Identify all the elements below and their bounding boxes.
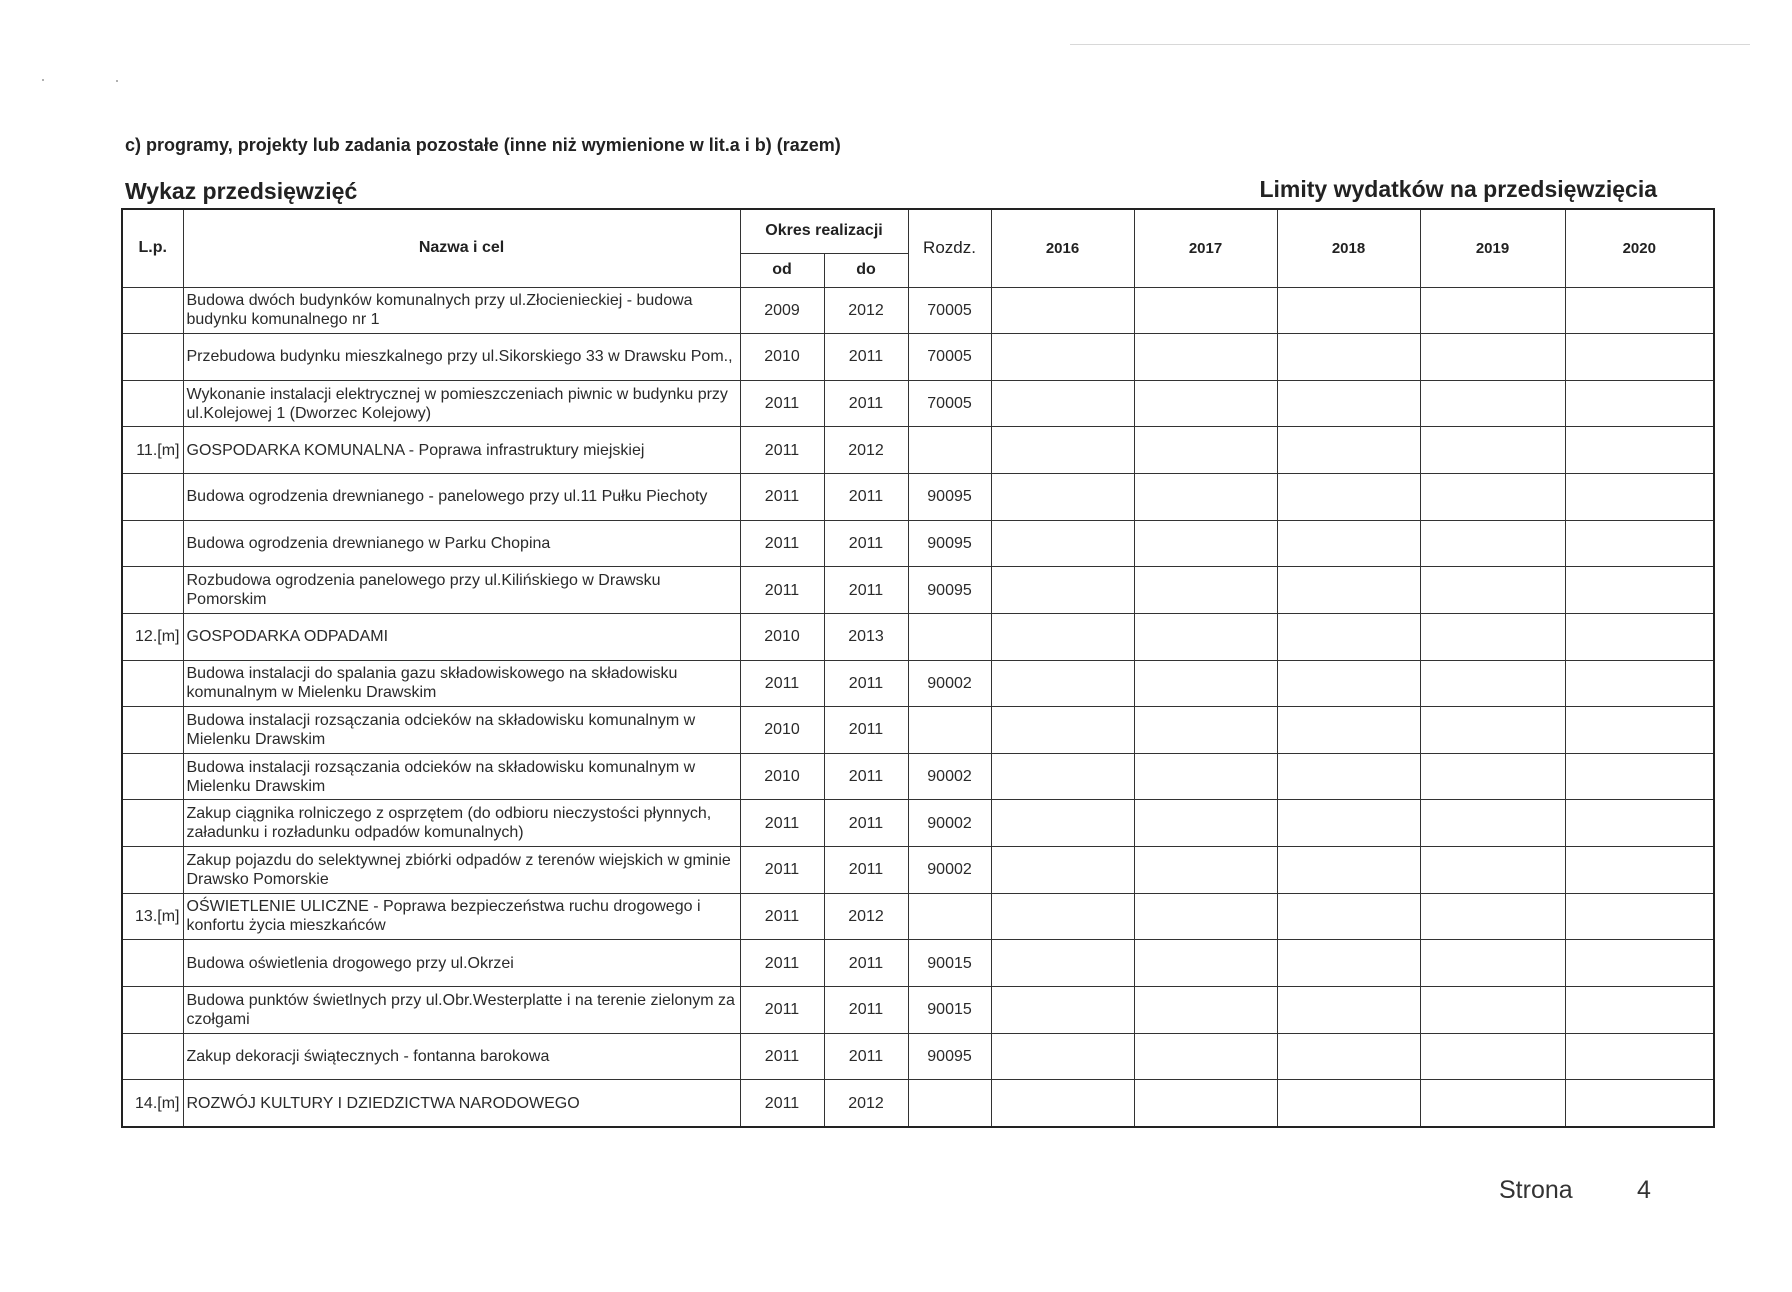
row-lp	[122, 567, 183, 614]
row-year-amount	[1565, 520, 1714, 567]
row-year-amount	[1565, 1033, 1714, 1080]
row-year-amount	[1565, 753, 1714, 800]
row-year-amount	[1134, 1080, 1277, 1127]
row-from: 2011	[740, 940, 824, 987]
row-year-amount	[1277, 1033, 1420, 1080]
row-year-amount	[1277, 1080, 1420, 1127]
row-year-amount	[991, 380, 1134, 427]
row-from: 2011	[740, 1033, 824, 1080]
row-year-amount	[1565, 380, 1714, 427]
row-lp	[122, 287, 183, 334]
row-lp: 13.[m]	[122, 893, 183, 940]
row-year-amount	[1565, 893, 1714, 940]
row-year-amount	[1134, 940, 1277, 987]
row-from: 2011	[740, 380, 824, 427]
limits-title: Limity wydatków na przedsięwzięcia	[1259, 176, 1657, 202]
row-lp: 14.[m]	[122, 1080, 183, 1127]
row-rozdz	[908, 1080, 991, 1127]
row-rozdz: 90002	[908, 753, 991, 800]
row-year-amount	[991, 1033, 1134, 1080]
row-year-amount	[1565, 707, 1714, 754]
row-year-amount	[991, 893, 1134, 940]
row-name: Budowa instalacji rozsączania odcieków na składowisku komunalnym w Mielenku Drawskim	[183, 707, 740, 754]
row-name: Budowa ogrodzenia drewnianego - panelowego przy ul.11 Pułku Piechoty	[183, 474, 740, 521]
row-year-amount	[1134, 427, 1277, 474]
table-row	[122, 427, 1714, 474]
row-from: 2011	[740, 520, 824, 567]
row-year-amount	[1565, 474, 1714, 521]
row-year-amount	[1134, 660, 1277, 707]
table-row	[122, 940, 1714, 987]
row-year-amount	[1565, 940, 1714, 987]
row-year-amount	[1420, 520, 1565, 567]
row-to: 2012	[824, 287, 908, 334]
row-year-amount	[1420, 427, 1565, 474]
header-year: 2020	[1565, 209, 1714, 287]
row-year-amount	[1420, 474, 1565, 521]
scan-speck	[42, 79, 44, 81]
row-rozdz: 90095	[908, 1033, 991, 1080]
row-name: ROZWÓJ KULTURY I DZIEDZICTWA NARODOWEGO	[183, 1080, 740, 1127]
row-year-amount	[991, 660, 1134, 707]
row-lp	[122, 847, 183, 894]
row-to: 2012	[824, 1080, 908, 1127]
scan-artifact-line	[1070, 44, 1750, 45]
header-from: od	[740, 253, 824, 287]
row-to: 2011	[824, 380, 908, 427]
row-year-amount	[1134, 1033, 1277, 1080]
header-period: Okres realizacji	[740, 209, 908, 253]
row-from: 2010	[740, 707, 824, 754]
row-year-amount	[1134, 520, 1277, 567]
row-rozdz	[908, 427, 991, 474]
header-to: do	[824, 253, 908, 287]
row-name: Budowa punktów świetlnych przy ul.Obr.Westerplatte i na terenie zielonym za czołgami	[183, 986, 740, 1033]
row-year-amount	[1565, 660, 1714, 707]
table-row	[122, 660, 1714, 707]
table-row	[122, 753, 1714, 800]
row-year-amount	[1420, 660, 1565, 707]
row-year-amount	[1277, 753, 1420, 800]
row-year-amount	[1565, 1080, 1714, 1127]
row-lp	[122, 660, 183, 707]
row-year-amount	[1277, 707, 1420, 754]
row-year-amount	[1420, 707, 1565, 754]
table-row	[122, 380, 1714, 427]
row-year-amount	[1565, 427, 1714, 474]
row-lp	[122, 1033, 183, 1080]
row-year-amount	[1134, 800, 1277, 847]
row-year-amount	[1565, 800, 1714, 847]
row-year-amount	[1277, 567, 1420, 614]
row-year-amount	[1277, 893, 1420, 940]
row-lp: 11.[m]	[122, 427, 183, 474]
row-year-amount	[1420, 613, 1565, 660]
row-year-amount	[1134, 567, 1277, 614]
row-lp	[122, 986, 183, 1033]
row-rozdz: 70005	[908, 287, 991, 334]
row-year-amount	[991, 520, 1134, 567]
page-label: Strona	[1499, 1176, 1573, 1204]
row-year-amount	[1420, 800, 1565, 847]
row-year-amount	[1277, 800, 1420, 847]
row-year-amount	[1277, 287, 1420, 334]
row-to: 2011	[824, 707, 908, 754]
row-from: 2009	[740, 287, 824, 334]
row-year-amount	[1277, 986, 1420, 1033]
row-year-amount	[991, 1080, 1134, 1127]
row-to: 2011	[824, 1033, 908, 1080]
row-rozdz	[908, 893, 991, 940]
row-year-amount	[991, 800, 1134, 847]
row-year-amount	[1134, 380, 1277, 427]
row-from: 2010	[740, 613, 824, 660]
header-rozdz: Rozdz.	[908, 209, 991, 287]
row-year-amount	[1134, 893, 1277, 940]
row-rozdz: 70005	[908, 380, 991, 427]
row-name: Zakup ciągnika rolniczego z osprzętem (do odbioru nieczystości płynnych, załadunku i rozładunku odpadów komunalnych)	[183, 800, 740, 847]
row-rozdz: 90095	[908, 567, 991, 614]
row-from: 2011	[740, 800, 824, 847]
row-from: 2011	[740, 660, 824, 707]
header-year: 2016	[991, 209, 1134, 287]
row-year-amount	[991, 474, 1134, 521]
row-year-amount	[1277, 847, 1420, 894]
row-to: 2011	[824, 334, 908, 381]
row-year-amount	[991, 613, 1134, 660]
row-year-amount	[1134, 613, 1277, 660]
row-lp	[122, 940, 183, 987]
header-name: Nazwa i cel	[183, 209, 740, 287]
row-year-amount	[1420, 986, 1565, 1033]
table-row	[122, 847, 1714, 894]
row-year-amount	[1277, 613, 1420, 660]
row-to: 2012	[824, 427, 908, 474]
table-row	[122, 287, 1714, 334]
row-year-amount	[1565, 613, 1714, 660]
row-name: Budowa dwóch budynków komunalnych przy ul.Złocienieckiej - budowa budynku komunalnego nr 1	[183, 287, 740, 334]
row-rozdz: 90002	[908, 660, 991, 707]
row-to: 2011	[824, 986, 908, 1033]
table-row	[122, 986, 1714, 1033]
row-year-amount	[1134, 986, 1277, 1033]
row-to: 2011	[824, 660, 908, 707]
row-rozdz: 90015	[908, 940, 991, 987]
table-row	[122, 1080, 1714, 1127]
table-body	[122, 287, 1714, 1127]
table-row	[122, 520, 1714, 567]
row-name: GOSPODARKA KOMUNALNA - Poprawa infrastruktury miejskiej	[183, 427, 740, 474]
row-rozdz: 90015	[908, 986, 991, 1033]
row-year-amount	[991, 427, 1134, 474]
row-year-amount	[1277, 520, 1420, 567]
row-from: 2010	[740, 753, 824, 800]
scan-speck	[116, 80, 118, 82]
row-to: 2011	[824, 800, 908, 847]
row-to: 2011	[824, 520, 908, 567]
projects-table	[121, 208, 1715, 1128]
row-year-amount	[991, 940, 1134, 987]
row-lp	[122, 520, 183, 567]
table-row	[122, 474, 1714, 521]
row-year-amount	[991, 567, 1134, 614]
row-to: 2011	[824, 753, 908, 800]
row-from: 2011	[740, 1080, 824, 1127]
row-lp	[122, 800, 183, 847]
row-rozdz: 90002	[908, 800, 991, 847]
row-year-amount	[991, 334, 1134, 381]
table-row	[122, 800, 1714, 847]
section-heading: c) programy, projekty lub zadania pozostałe (inne niż wymienione w lit.a i b) (razem)	[125, 135, 841, 155]
table-row	[122, 893, 1714, 940]
row-lp	[122, 707, 183, 754]
row-year-amount	[1420, 380, 1565, 427]
row-name: OŚWIETLENIE ULICZNE - Poprawa bezpieczeństwa ruchu drogowego i konfortu życia mieszkańców	[183, 893, 740, 940]
row-year-amount	[1277, 380, 1420, 427]
table-row	[122, 334, 1714, 381]
row-to: 2012	[824, 893, 908, 940]
row-year-amount	[1420, 567, 1565, 614]
row-name: Przebudowa budynku mieszkalnego przy ul.Sikorskiego 33 w Drawsku Pom.,	[183, 334, 740, 381]
row-from: 2011	[740, 427, 824, 474]
row-year-amount	[1134, 287, 1277, 334]
row-name: Budowa oświetlenia drogowego przy ul.Okrzei	[183, 940, 740, 987]
header-year: 2018	[1277, 209, 1420, 287]
row-year-amount	[991, 707, 1134, 754]
row-name: Rozbudowa ogrodzenia panelowego przy ul.Kilińskiego w Drawsku Pomorskim	[183, 567, 740, 614]
table-row	[122, 567, 1714, 614]
header-lp: L.p.	[122, 209, 183, 287]
row-from: 2011	[740, 474, 824, 521]
row-name: Budowa instalacji do spalania gazu składowiskowego na składowisku komunalnym w Mielenku Drawskim	[183, 660, 740, 707]
row-from: 2011	[740, 986, 824, 1033]
row-rozdz	[908, 707, 991, 754]
row-year-amount	[1277, 660, 1420, 707]
row-lp: 12.[m]	[122, 613, 183, 660]
row-year-amount	[1134, 707, 1277, 754]
row-from: 2011	[740, 567, 824, 614]
row-lp	[122, 380, 183, 427]
row-year-amount	[1420, 940, 1565, 987]
row-to: 2011	[824, 847, 908, 894]
row-lp	[122, 753, 183, 800]
row-year-amount	[991, 847, 1134, 894]
row-to: 2011	[824, 567, 908, 614]
row-year-amount	[1134, 753, 1277, 800]
row-to: 2011	[824, 940, 908, 987]
row-name: GOSPODARKA ODPADAMI	[183, 613, 740, 660]
row-year-amount	[1420, 847, 1565, 894]
row-rozdz: 90095	[908, 474, 991, 521]
row-lp	[122, 474, 183, 521]
row-year-amount	[1420, 1080, 1565, 1127]
row-year-amount	[1134, 474, 1277, 521]
row-year-amount	[1277, 334, 1420, 381]
row-name: Zakup dekoracji świątecznych - fontanna barokowa	[183, 1033, 740, 1080]
row-lp	[122, 334, 183, 381]
row-from: 2011	[740, 847, 824, 894]
row-year-amount	[1420, 287, 1565, 334]
row-year-amount	[1420, 1033, 1565, 1080]
row-year-amount	[991, 986, 1134, 1033]
row-year-amount	[1134, 334, 1277, 381]
row-year-amount	[1565, 334, 1714, 381]
row-year-amount	[991, 287, 1134, 334]
row-to: 2013	[824, 613, 908, 660]
table-row	[122, 1033, 1714, 1080]
page-number: 4	[1637, 1176, 1651, 1204]
row-from: 2010	[740, 334, 824, 381]
row-name: Budowa ogrodzenia drewnianego w Parku Chopina	[183, 520, 740, 567]
table-row	[122, 613, 1714, 660]
row-year-amount	[1565, 567, 1714, 614]
row-year-amount	[991, 753, 1134, 800]
row-rozdz: 90095	[908, 520, 991, 567]
row-year-amount	[1420, 753, 1565, 800]
row-to: 2011	[824, 474, 908, 521]
row-rozdz: 70005	[908, 334, 991, 381]
header-year: 2019	[1420, 209, 1565, 287]
table-row	[122, 707, 1714, 754]
row-name: Wykonanie instalacji elektrycznej w pomieszczeniach piwnic w budynku przy ul.Kolejowej 1 (Dworzec Kolejowy)	[183, 380, 740, 427]
row-from: 2011	[740, 893, 824, 940]
row-year-amount	[1565, 287, 1714, 334]
header-year: 2017	[1134, 209, 1277, 287]
row-year-amount	[1134, 847, 1277, 894]
row-name: Zakup pojazdu do selektywnej zbiórki odpadów z terenów wiejskich w gminie Drawsko Pomorskie	[183, 847, 740, 894]
row-year-amount	[1277, 427, 1420, 474]
row-year-amount	[1277, 474, 1420, 521]
row-year-amount	[1565, 986, 1714, 1033]
row-year-amount	[1420, 893, 1565, 940]
row-year-amount	[1277, 940, 1420, 987]
row-rozdz: 90002	[908, 847, 991, 894]
row-year-amount	[1420, 334, 1565, 381]
row-name: Budowa instalacji rozsączania odcieków na składowisku komunalnym w Mielenku Drawskim	[183, 753, 740, 800]
list-title: Wykaz przedsięwzięć	[125, 178, 358, 204]
row-year-amount	[1565, 847, 1714, 894]
row-rozdz	[908, 613, 991, 660]
